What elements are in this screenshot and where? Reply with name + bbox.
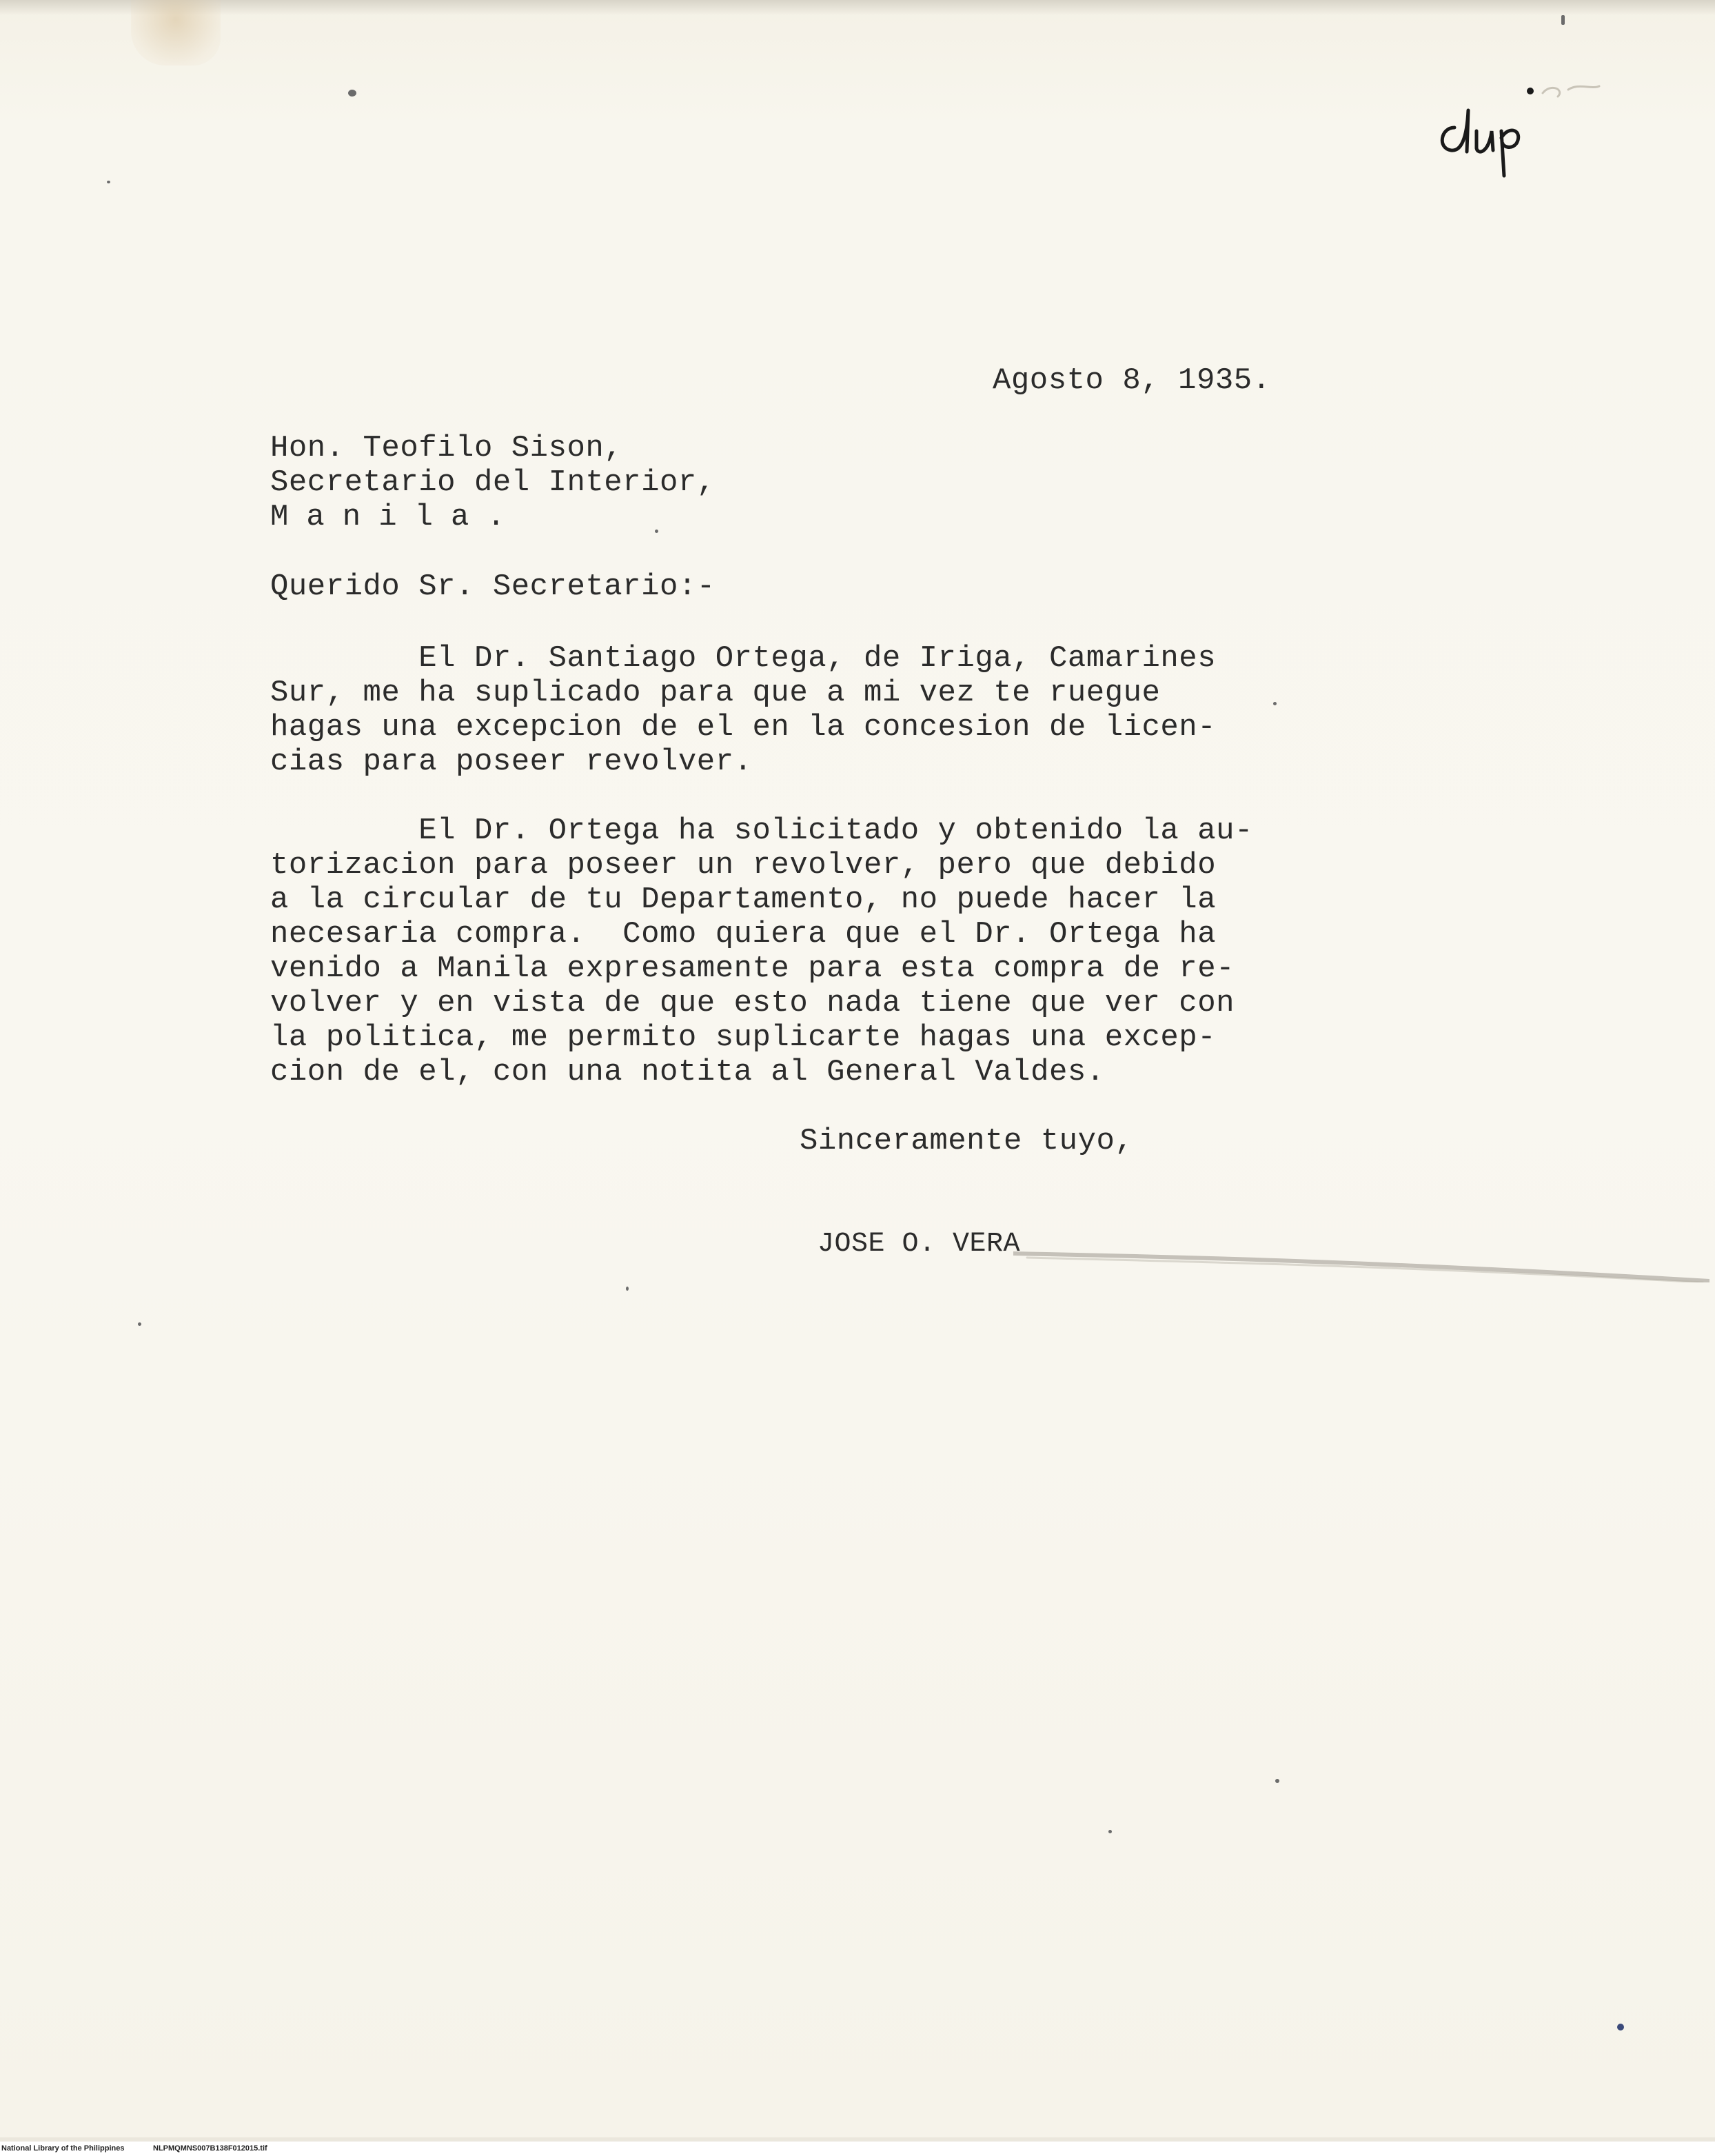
speck <box>1561 15 1565 25</box>
paragraph-1-line: cias para poseer revolver. <box>270 745 753 779</box>
handwritten-annotation <box>1434 62 1613 186</box>
speck <box>655 530 658 533</box>
signature-name: JOSE O. VERA <box>818 1229 1021 1260</box>
salutation: Querido Sr. Secretario:- <box>270 570 716 604</box>
speck <box>1108 1830 1112 1833</box>
paragraph-2-line: cion de el, con una notita al General Valdes. <box>270 1055 1105 1089</box>
recipient-city: Manila. <box>270 500 523 534</box>
speck <box>1617 2024 1624 2031</box>
speck <box>1275 1779 1279 1783</box>
footer-institution: National Library of the Philippines <box>1 2144 125 2153</box>
smudge-mark <box>1013 1241 1709 1282</box>
paper-top-edge <box>0 0 1715 15</box>
paragraph-2-line: a la circular de tu Departamento, no puede hacer la <box>270 883 1217 917</box>
recipient-title: Secretario del Interior, <box>270 465 716 500</box>
speck <box>138 1322 141 1326</box>
paragraph-2-line: torizacion para poseer un revolver, pero que debido <box>270 848 1217 883</box>
closing: Sinceramente tuyo, <box>800 1124 1134 1158</box>
paper-stain <box>131 0 221 66</box>
paragraph-1-line: El Dr. Santiago Ortega, de Iriga, Camarines <box>270 641 1217 676</box>
footer-file-id: NLPMQMNS007B138F012015.tif <box>153 2144 267 2153</box>
paragraph-1-line: hagas una excepcion de el en la concesion de licen- <box>270 710 1217 745</box>
paragraph-2-line: venido a Manila expresamente para esta compra de re- <box>270 951 1235 986</box>
scan-footer <box>0 2142 1715 2156</box>
paragraph-2-line: El Dr. Ortega ha solicitado y obtenido la au- <box>270 814 1253 848</box>
letter-date: Agosto 8, 1935. <box>993 363 1271 398</box>
paragraph-2-line: volver y en vista de que esto nada tiene que ver con <box>270 986 1235 1020</box>
speck <box>1273 702 1277 705</box>
speck <box>348 90 356 97</box>
recipient-name: Hon. Teofilo Sison, <box>270 431 623 465</box>
speck <box>107 181 110 183</box>
paragraph-2-line: la politica, me permito suplicarte hagas una excep- <box>270 1020 1217 1055</box>
paragraph-1-line: Sur, me ha suplicado para que a mi vez te ruegue <box>270 676 1161 710</box>
speck <box>626 1287 629 1291</box>
paragraph-2-line: necesaria compra. Como quiera que el Dr. Ortega ha <box>270 917 1217 951</box>
